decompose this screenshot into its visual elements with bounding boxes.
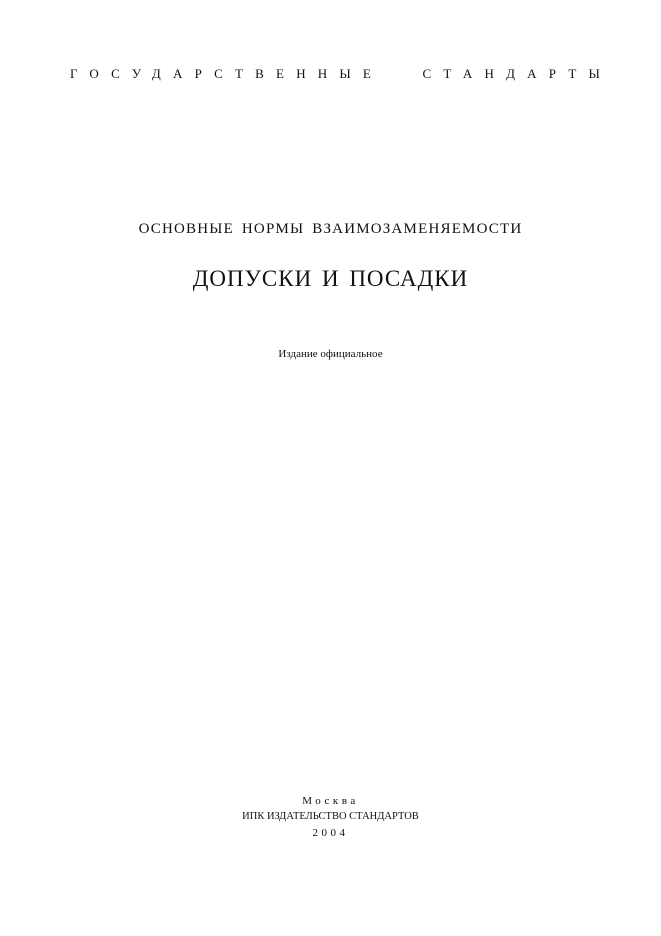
document-subtitle: ОСНОВНЫЕ НОРМЫ ВЗАИМОЗАМЕНЯЕМОСТИ: [138, 221, 523, 237]
publisher-name: ИПК ИЗДАТЕЛЬСТВО СТАНДАРТОВ: [242, 811, 419, 822]
publication-year: 2004: [312, 827, 349, 839]
document-title: ДОПУСКИ И ПОСАДКИ: [192, 266, 469, 291]
publication-city: Москва: [302, 795, 359, 807]
edition-note: Издание официальное: [278, 348, 383, 360]
series-header-left: ГОСУДАРСТВЕННЫЕ: [70, 66, 384, 81]
series-header-right: СТАНДАРТЫ: [422, 66, 612, 81]
series-header: [70, 66, 612, 82]
